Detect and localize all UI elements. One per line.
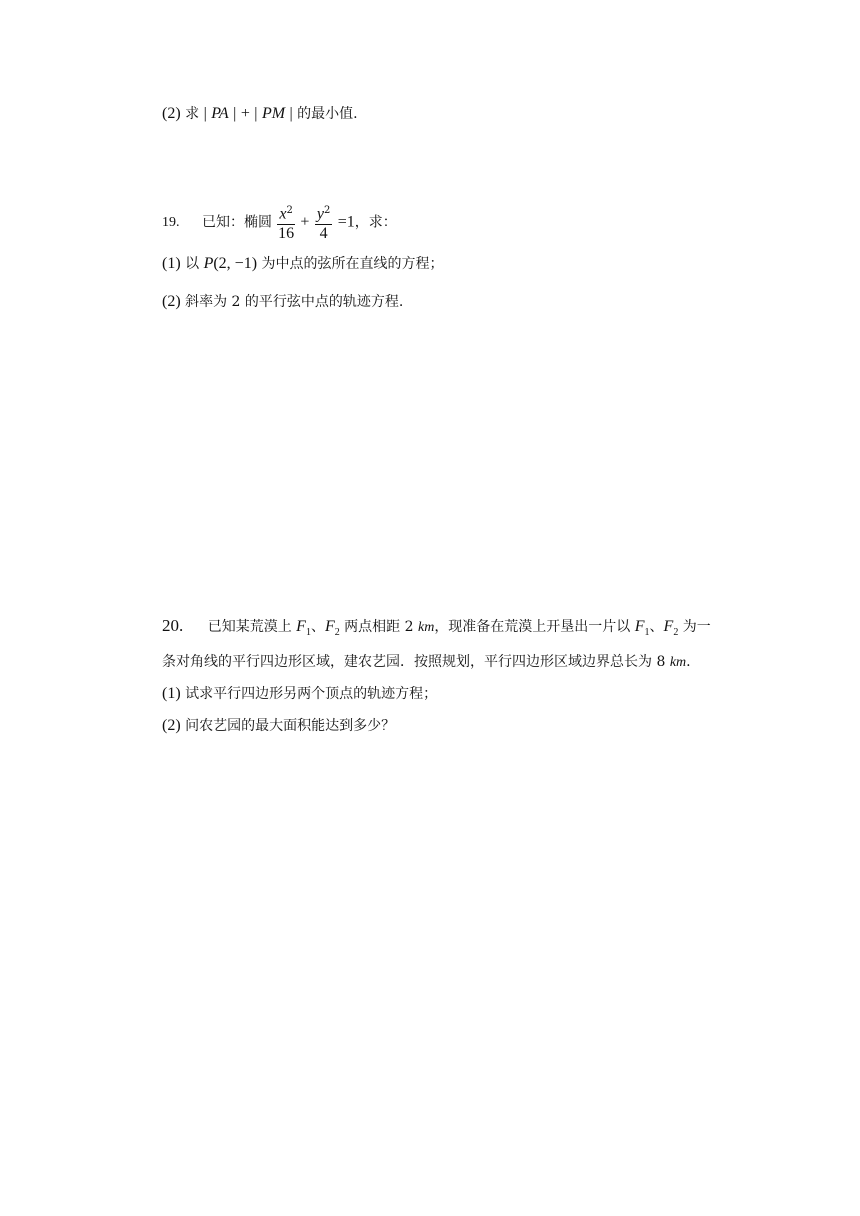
segment-pa: PA bbox=[211, 105, 229, 122]
q18-part2-label: (2) bbox=[162, 105, 181, 122]
q20-line1-a: 已知某荒漠上 bbox=[207, 619, 292, 635]
q20-line1-d: 为一 bbox=[682, 619, 711, 635]
var-x: x bbox=[279, 205, 287, 223]
q20-line2 bbox=[162, 652, 691, 673]
q18-part2-post: 的最小值. bbox=[297, 106, 358, 122]
plus-sign: + bbox=[300, 213, 310, 231]
q19-ask: ，求： bbox=[354, 214, 397, 231]
q20-line2-b: . bbox=[686, 654, 691, 670]
q19-intro: 已知：椭圆 bbox=[201, 214, 272, 231]
q20-number: 20. bbox=[162, 616, 184, 635]
q20-part2-label: (2) bbox=[162, 717, 181, 734]
q19-number: 19. bbox=[162, 215, 180, 231]
separator: 、 bbox=[310, 619, 325, 635]
q18-part2 bbox=[162, 104, 358, 124]
equals-one: =1 bbox=[337, 213, 355, 231]
exp-2: 2 bbox=[323, 205, 331, 216]
q20-line1 bbox=[162, 616, 711, 643]
q20-part1-text: 试求平行四边形另两个顶点的轨迹方程； bbox=[185, 686, 438, 702]
fraction-x2-16 bbox=[277, 202, 294, 243]
q19-part1-label: (1) bbox=[162, 255, 181, 272]
q20-part2 bbox=[162, 716, 395, 736]
fraction-y2-4 bbox=[315, 202, 332, 243]
focus-f1: $F_1$ bbox=[296, 618, 311, 639]
q20-line2-a: 条对角线的平行四边形区域，建农艺园．按照规划，平行四边形区域边界总长为 8 bbox=[162, 654, 666, 670]
denominator-4: 4 bbox=[319, 224, 328, 242]
abs-bar: | bbox=[233, 105, 237, 122]
separator: 、 bbox=[649, 619, 664, 635]
q20-part1-label: (1) bbox=[162, 685, 181, 702]
q19-part1 bbox=[162, 254, 443, 274]
q20-part1 bbox=[162, 684, 437, 704]
focus-f1: $F_1$ bbox=[634, 618, 650, 639]
plus-sign: + bbox=[240, 105, 250, 122]
q20-line1-b: 两点相距 2 bbox=[344, 619, 414, 635]
q19-part1-pre: 以 bbox=[185, 256, 200, 272]
exp-2: 2 bbox=[286, 205, 293, 216]
q19-part2-label: (2) bbox=[162, 293, 181, 310]
abs-bar: | bbox=[289, 105, 293, 122]
abs-bar: | bbox=[254, 105, 258, 122]
q19-stem bbox=[162, 202, 397, 243]
unit-km: km bbox=[669, 655, 687, 670]
denominator-16: 16 bbox=[278, 224, 295, 242]
q19-part2 bbox=[162, 292, 403, 312]
unit-km: km bbox=[417, 620, 435, 635]
abs-bar: | bbox=[203, 105, 207, 122]
point-p: P bbox=[203, 255, 214, 272]
q19-part1-post: 为中点的弦所在直线的方程； bbox=[261, 256, 444, 272]
q20-line1-c: ，现准备在荒漠上开垦出一片以 bbox=[434, 619, 631, 635]
focus-f2: $F_2$ bbox=[324, 618, 340, 639]
var-y: y bbox=[316, 205, 324, 223]
segment-pm: PM bbox=[261, 105, 286, 122]
q19-part2-text: 斜率为 2 的平行弦中点的轨迹方程. bbox=[185, 294, 404, 310]
q18-part2-pre: 求 bbox=[185, 106, 200, 122]
q20-part2-text: 问农艺园的最大面积能达到多少？ bbox=[185, 718, 396, 734]
point-coords: (2, −1) bbox=[213, 255, 258, 272]
focus-f2: $F_2$ bbox=[663, 618, 679, 639]
